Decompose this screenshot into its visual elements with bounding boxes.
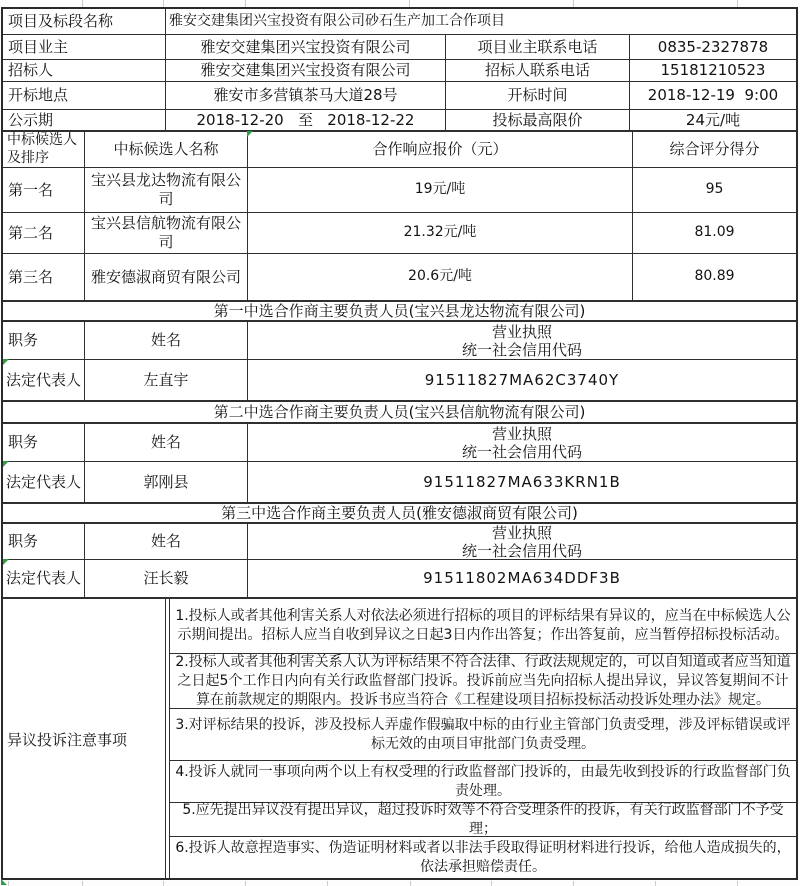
excel-error-marker-icon (3, 559, 9, 565)
candidate-name: 雅安德淑商贸有限公司 (85, 254, 248, 300)
project-title-value: 雅安交建集团兴宝投资有限公司砂石生产加工合作项目 (169, 12, 505, 29)
license-header (248, 524, 796, 559)
rank-header: 中标候选人及排序 (3, 132, 85, 167)
venue-label: 开标地点 (3, 82, 166, 109)
license-line1: 营业执照 (491, 322, 552, 341)
gridline-stub (409, 0, 410, 7)
candidate-row-1 (3, 168, 796, 213)
candidate-rank: 第二名 (3, 213, 85, 253)
tenderer-phone-label: 招标人联系电话 (446, 60, 630, 81)
name-label: 姓名 (85, 424, 248, 461)
section2-header-row (3, 424, 796, 462)
excel-error-marker-icon (1, 879, 7, 885)
score-header: 综合评分得分 (669, 140, 760, 159)
candidate-rank: 第三名 (3, 254, 85, 300)
candidate-name: 宝兴县信航物流有限公司 (85, 213, 248, 253)
gridline-stub (491, 881, 492, 886)
owner-phone-label: 项目业主联系电话 (446, 35, 630, 59)
license-header (248, 322, 796, 359)
section3-banner: 第三中选合作商主要负责人员(雅安德淑商贸有限公司) (221, 504, 578, 522)
section3-banner-row (3, 504, 796, 524)
info-row-venue (3, 82, 796, 110)
gridline-stub (245, 881, 246, 886)
rep-credit-code: 91511827MA62C3740Y (424, 370, 620, 389)
gridline-stub (573, 0, 574, 7)
rep-credit-code: 91511802MA634DDF3B (423, 569, 621, 588)
rep-name: 汪长毅 (85, 560, 248, 597)
note-item-6: 6.投诉人故意捏造事实、伪造证明材料或者以非法手段取得证明材料进行投诉，给他人造成损失的，依法承担赔偿责任。 (175, 840, 791, 875)
gridline-stub (245, 0, 246, 7)
tenderer-label: 招标人 (3, 60, 166, 81)
price-limit-value: 24元/吨 (685, 110, 741, 129)
section1-rep-row (3, 360, 796, 402)
license-line2: 统一社会信用代码 (461, 442, 582, 461)
open-time-label: 开标时间 (446, 82, 630, 109)
rep-name: 左直宇 (85, 360, 248, 400)
tenderer-value: 雅安交建集团兴宝投资有限公司 (166, 60, 446, 81)
section2-rep-row (3, 462, 796, 504)
candidate-score: 95 (705, 181, 724, 198)
rep-label: 法定代表人 (3, 462, 85, 502)
gridline-stub (737, 881, 738, 886)
owner-label: 项目业主 (3, 35, 166, 59)
gridline-stub (737, 0, 738, 7)
objection-notes-list (169, 599, 796, 879)
license-line2: 统一社会信用代码 (461, 541, 582, 559)
note-item-2: 2.投标人或者其他利害关系人认为评标结果不符合法律、行政法规规定的，可以自知道或者应当知道之日起5个工作日内向有关行政监督部门投诉。投诉前应当先向招标人提出异议，异议答复期间不计算在前款规定的期限内。投诉书应当符合《工程建设项目招标投标活动投诉处理办法》规定。 (170, 654, 796, 709)
info-row-owner (3, 35, 796, 60)
license-line2: 统一社会信用代码 (461, 340, 582, 359)
candidate-score: 80.89 (694, 268, 735, 285)
gridline-stub (163, 881, 164, 886)
gridline-stub (410, 881, 411, 886)
info-row-tenderer (3, 60, 796, 82)
gridline-stub (163, 0, 164, 7)
project-title-row (3, 9, 796, 35)
candidate-name: 宝兴县龙达物流有限公司 (85, 168, 248, 212)
candidates-header-row (3, 132, 796, 168)
section1-banner: 第一中选合作商主要负责人员(宝兴县龙达物流有限公司) (213, 302, 586, 320)
license-line1: 营业执照 (491, 524, 552, 542)
name-header: 中标候选人名称 (85, 132, 248, 167)
excel-error-marker-icon (3, 359, 9, 365)
candidate-row-3 (3, 254, 796, 302)
section2-banner-row (3, 402, 796, 424)
gridline-stub (573, 881, 574, 886)
section3-header-row (3, 524, 796, 560)
rep-credit-code: 91511827MA633KRN1B (423, 472, 621, 491)
candidate-price: 21.32元/吨 (248, 213, 633, 253)
note-item-1: 1.投标人或者其他利害关系人对依法必须进行招标的项目的评标结果有异议的，应当在中标候选人公示期间提出。招标人应当自收到异议之日起3日内作出答复；作出答复前，应当暂停招标投标活动。 (170, 599, 796, 654)
gridline-stub (327, 881, 328, 886)
candidate-price: 20.6元/吨 (248, 254, 633, 300)
rep-name: 郭刚县 (85, 462, 248, 502)
objection-notes-section (3, 599, 796, 879)
tenderer-phone-value: 15181210523 (660, 61, 766, 80)
note-item-4: 4.投诉人就同一事项向两个以上有权受理的行政监督部门投诉的，由最先收到投诉的行政监督部门负责处理。 (170, 761, 796, 803)
license-header (248, 424, 796, 461)
note-item-5: 5.应先提出异议没有提出异议，超过投诉时效等不符合受理条件的投诉，有关行政监督部门不予受理； (170, 803, 796, 837)
venue-value: 雅安市多营镇茶马大道28号 (166, 82, 446, 109)
owner-value: 雅安交建集团兴宝投资有限公司 (166, 35, 446, 59)
section1-header-row (3, 322, 796, 360)
candidate-price: 19元/吨 (248, 168, 633, 212)
objection-notes-label: 异议投诉注意事项 (3, 599, 166, 879)
rep-label: 法定代表人 (3, 360, 85, 400)
candidate-row-2 (3, 213, 796, 254)
price-limit-label: 投标最高限价 (446, 110, 630, 130)
excel-error-marker-icon (3, 461, 9, 467)
excel-error-marker-icon (247, 131, 253, 137)
note-item-3: 3.对评标结果的投诉，涉及投标人弄虚作假骗取中标的由行业主管部门负责受理，涉及评标错误或评标无效的由项目审批部门负责受理。 (170, 709, 796, 761)
candidate-rank: 第一名 (3, 168, 85, 212)
gridline-stub (82, 0, 83, 7)
section3-rep-row (3, 560, 796, 599)
duty-label: 职务 (3, 424, 85, 461)
gridline-stub (8, 881, 9, 886)
gridline-stub (82, 881, 83, 886)
name-label: 姓名 (85, 524, 248, 559)
publicity-label: 公示期 (3, 110, 166, 130)
section1-banner-row (3, 302, 796, 322)
name-label: 姓名 (85, 322, 248, 359)
publicity-value: 2018-12-20 至 2018-12-22 (166, 110, 446, 130)
price-header: 合作响应报价（元） (248, 132, 633, 167)
rep-label: 法定代表人 (3, 560, 85, 597)
project-title-label: 项目及标段名称 (3, 9, 166, 34)
duty-label: 职务 (3, 322, 85, 359)
gridline-stub (655, 881, 656, 886)
bid-announcement-table (1, 7, 798, 880)
owner-phone-value: 0835-2327878 (657, 37, 769, 56)
info-row-publicity (3, 110, 796, 132)
section2-banner: 第二中选合作商主要负责人员(宝兴县信航物流有限公司) (213, 402, 586, 421)
license-line1: 营业执照 (491, 424, 552, 443)
open-time-value: 2018-12-19 9:00 (647, 86, 779, 105)
duty-label: 职务 (3, 524, 85, 559)
candidate-score: 81.09 (694, 224, 735, 241)
